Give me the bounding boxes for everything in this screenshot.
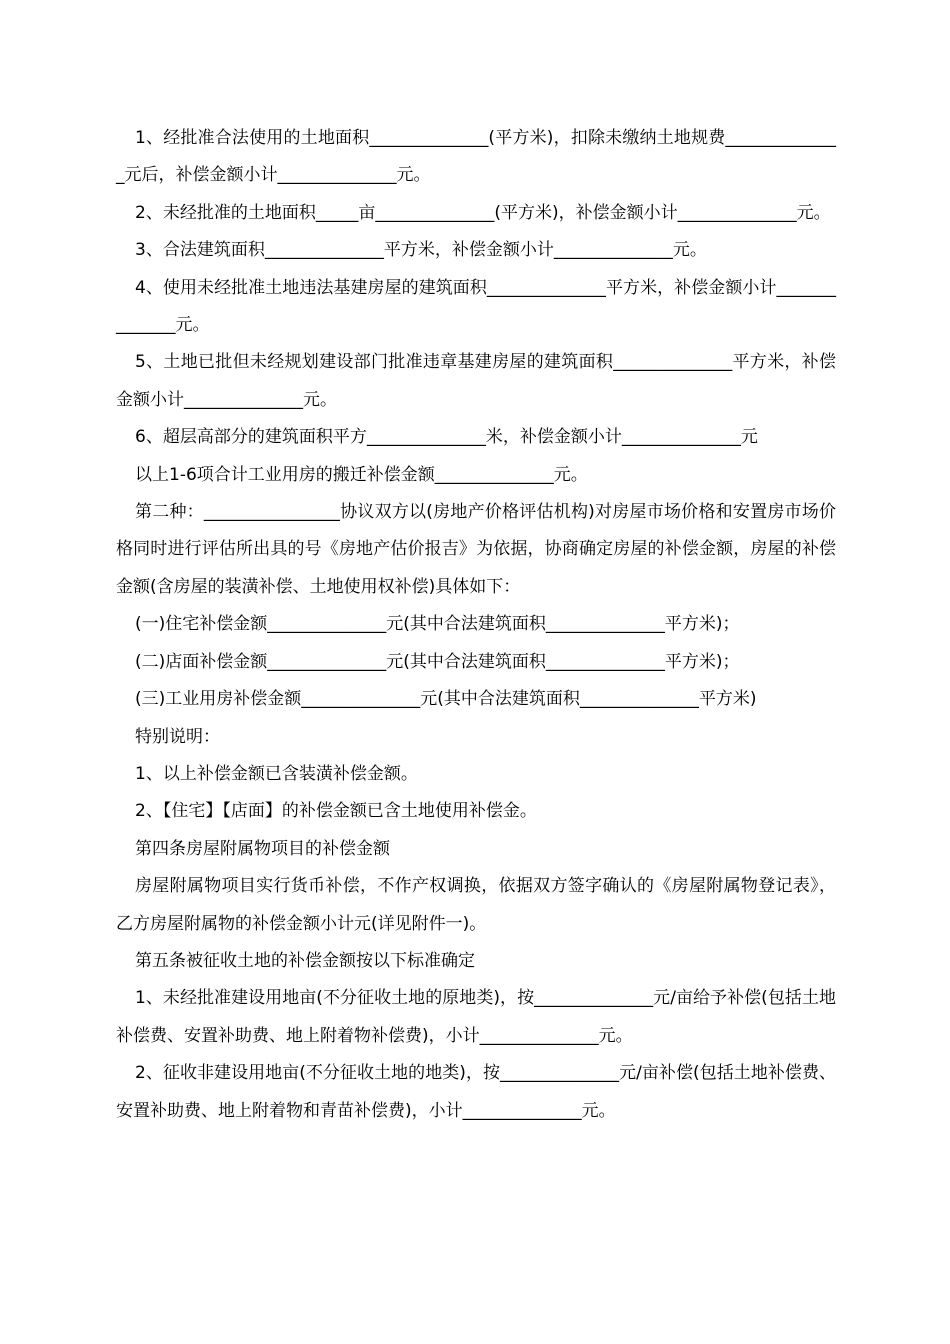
item-residential: (一)住宅补偿金额______________元(其中合法建筑面积______________平方米)； xyxy=(135,614,740,635)
article-five-heading: 第五条被征收土地的补偿金额按以下标准确定 xyxy=(135,950,475,971)
clause-legal-building: 3、合法建筑面积______________平方米，补偿金额小计______________元。 xyxy=(135,240,707,261)
special-note-heading: 特别说明： xyxy=(135,726,220,747)
clause-industrial-total: 以上1-6项合计工业用房的搬迁补偿金额______________元。 xyxy=(135,464,588,485)
document-body xyxy=(116,120,836,1130)
special-note-2: 2、【住宅】【店面】的补偿金额已含土地使用补偿金。 xyxy=(135,801,537,822)
item-industrial: (三)工业用房补偿金额______________元(其中合法建筑面积______________平方米) xyxy=(135,689,757,710)
clause-land-unapproved: 2、未经批准的土地面积_____亩______________(平方米)，补偿金额小计______________元。 xyxy=(135,202,831,223)
clause-land-approved: 1、经批准合法使用的土地面积______________(平方米)，扣除未缴纳土地规费______________元后，补偿金额小计______________元。 xyxy=(116,128,836,186)
clause-over-height: 6、超层高部分的建筑面积平方______________米，补偿金额小计______________元 xyxy=(135,427,758,448)
article-four-body: 房屋附属物项目实行货币补偿，不作产权调换，依据双方签字确认的《房屋附属物登记表》，乙方房屋附属物的补偿金额小计元(详见附件一)。 xyxy=(116,876,836,934)
article-five-item-1: 1、未经批准建设用地亩(不分征收土地的原地类)，按______________元/亩给予补偿(包括土地补偿费、安置补助费、地上附着物补偿费)，小计______________元。 xyxy=(116,988,836,1046)
item-shop: (二)店面补偿金额______________元(其中合法建筑面积______________平方米)； xyxy=(135,651,740,672)
clause-method-two: 第二种：________________协议双方以(房地产价格评估机构)对房屋市场价格和安置房市场价格同时进行评估所出具的号《房地产估价报吉》为依据，协商确定房屋的补偿金额，房屋的补偿金额(含房屋的装潢补偿、土地使用权补偿)具体如下： xyxy=(116,502,836,597)
clause-illegal-building: 4、使用未经批准土地违法基建房屋的建筑面积______________平方米，补偿金额小计______________元。 xyxy=(116,277,836,336)
article-four-heading: 第四条房屋附属物项目的补偿金额 xyxy=(135,838,390,859)
article-five-item-2: 2、征收非建设用地亩(不分征收土地的地类)，按______________元/亩补偿(包括土地补偿费、安置补助费、地上附着物和青苗补偿费)，小计______________元。 xyxy=(116,1063,836,1121)
special-note-1: 1、以上补偿金额已含装潢补偿金额。 xyxy=(135,763,418,784)
clause-unplanned-building: 5、土地已批但未经规划建设部门批准违章基建房屋的建筑面积______________平方米，补偿金额小计______________元。 xyxy=(116,352,836,410)
